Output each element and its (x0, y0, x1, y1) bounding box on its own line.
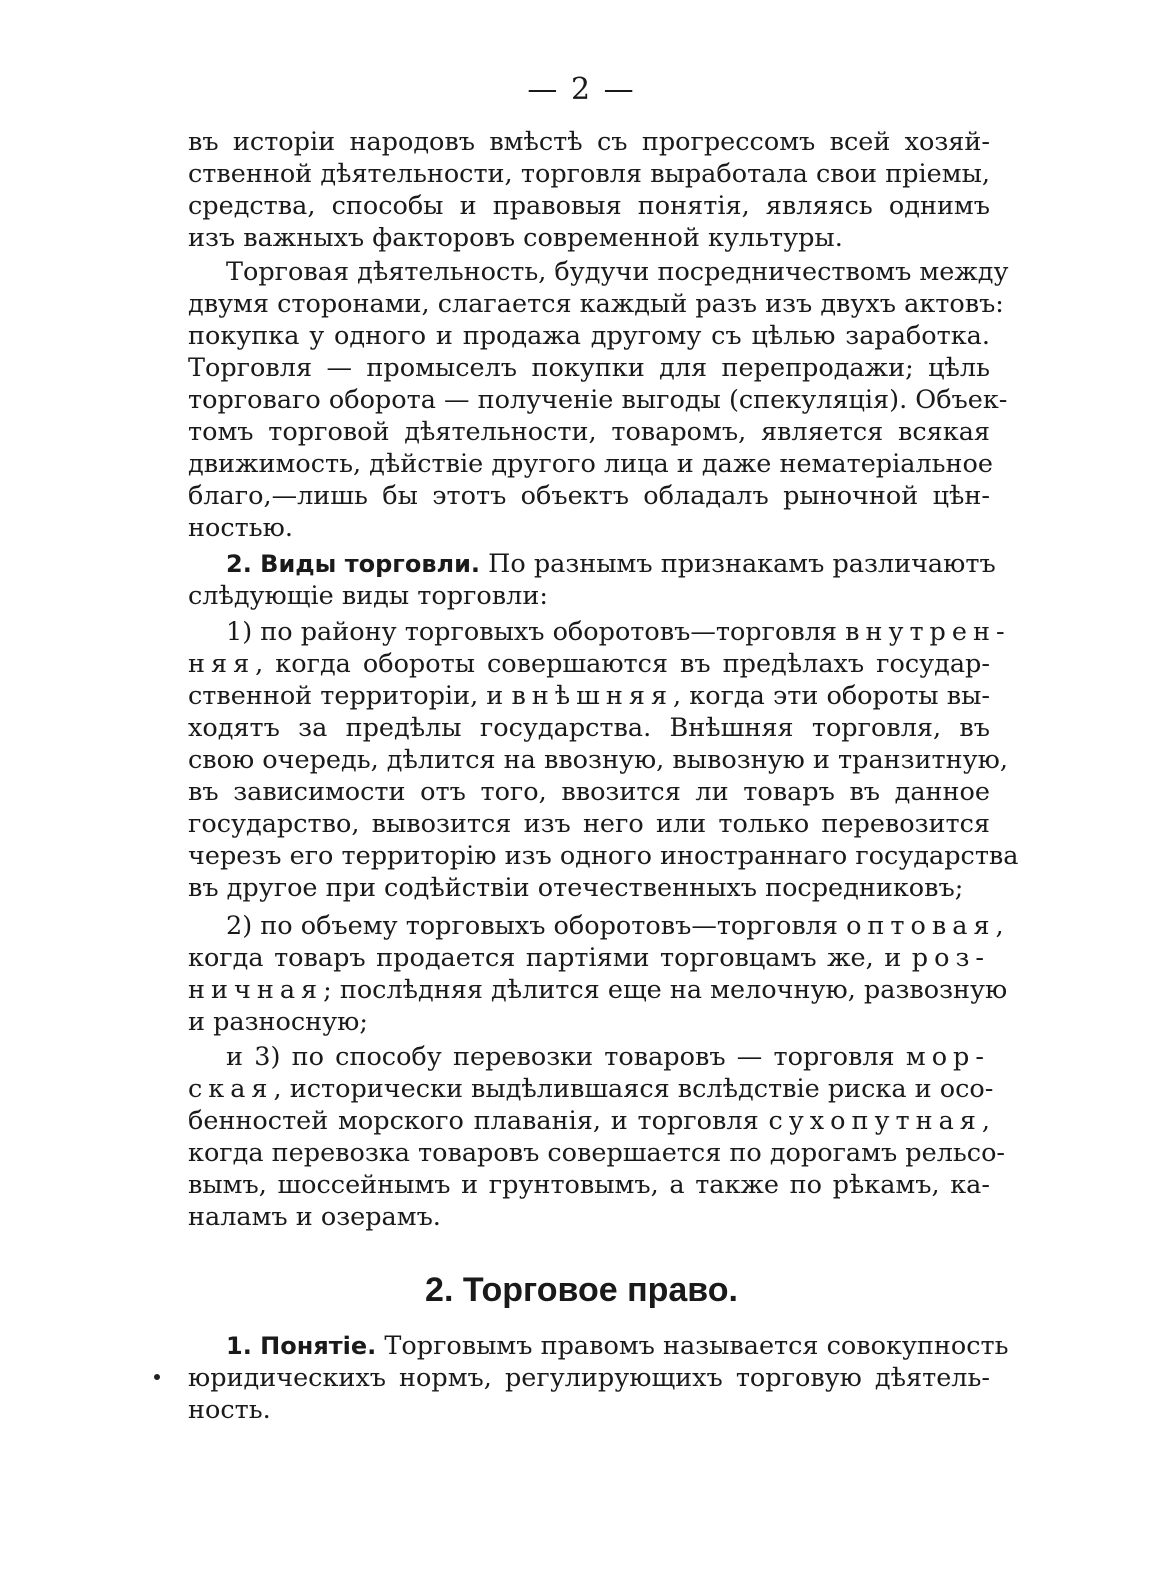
list-item-1 (188, 616, 1019, 904)
text-line: и разносную; (188, 1007, 368, 1037)
text-line (188, 1041, 990, 1073)
text-line: Торговля — промыселъ покупки для перепродажи; цѣль (188, 353, 990, 383)
text-span: когда товаръ продается партіями торговцамъ же, и (188, 943, 912, 973)
text-line: движимость, дѣйствіе другого лица и даже нематеріальное (188, 449, 993, 479)
text-line: свою очередь, дѣлится на ввозную, вывозную и транзитную, (188, 745, 1008, 775)
text-line: когда перевозка товаровъ совершается по дорогамъ рельсо- (188, 1138, 1006, 1168)
text-span: 2) по объему торговыхъ оборотовъ—торговля (226, 911, 847, 941)
text-span: бенностей морского плаванія, и торговля (188, 1106, 769, 1136)
section-title: 1. Понятіе. (226, 1332, 377, 1360)
section-concept (188, 1330, 1009, 1426)
spaced-term: оптовая (846, 911, 996, 941)
text-span: По разнымъ признакамъ различаютъ (480, 549, 996, 579)
text-span: ; послѣдняя дѣлится еще на мелочную, развозную (323, 975, 1008, 1005)
text-line (188, 1330, 1009, 1362)
text-line: юридическихъ нормъ, регулирующихъ торговую дѣятель- (188, 1363, 990, 1393)
text-line (188, 548, 996, 580)
text-span: , (981, 1106, 990, 1136)
text-line (188, 680, 990, 712)
text-line: ностью. (188, 513, 293, 543)
text-line: изъ важныхъ факторовъ современной культуры. (188, 223, 843, 253)
text-span: 1) по району торговыхъ оборотовъ—торговля (226, 617, 846, 647)
text-line (188, 616, 1011, 648)
spaced-term: внѣшняя (511, 681, 674, 711)
text-span: и 3) по способу перевозки товаровъ — торговля (226, 1042, 906, 1072)
text-line: государство, вывозится изъ него или только перевозится (188, 809, 990, 839)
section-kinds-of-trade (188, 548, 996, 612)
text-span: , когда обороты совершаются въ предѣлахъ государ- (255, 649, 990, 679)
text-line (188, 648, 990, 680)
text-line: ственной дѣятельности, торговля выработала свои пріемы, (188, 159, 990, 189)
text-span: , исторически выдѣлившаяся вслѣдствіе риска и осо- (273, 1074, 994, 1104)
page-number: — 2 — (527, 72, 636, 107)
chapter-heading: 2. Торговое право. (425, 1271, 738, 1309)
text-line: ность. (188, 1395, 271, 1425)
text-line: томъ торговой дѣятельности, товаромъ, является всякая (188, 417, 990, 447)
text-line: слѣдующіе виды торговли: (188, 581, 548, 611)
text-line: наламъ и озерамъ. (188, 1202, 441, 1232)
text-span: , когда эти обороты вы- (673, 681, 990, 711)
section-title: 2. Виды торговли. (226, 550, 481, 578)
text-line: покупка у одного и продажа другому съ цѣлью заработка. (188, 321, 990, 351)
spaced-term: сухопутная (768, 1106, 982, 1136)
paragraph-continuation (188, 126, 990, 254)
text-line: Торговая дѣятельность, будучи посредничествомъ между (226, 257, 1009, 287)
spaced-term: ская (188, 1074, 274, 1104)
spaced-term: няя (188, 649, 256, 679)
text-line: въ исторіи народовъ вмѣстѣ съ прогрессомъ всей хозяй- (188, 127, 990, 157)
text-line (188, 1073, 994, 1105)
text-line: средства, способы и правовыя понятія, являясь однимъ (188, 191, 990, 221)
text-line (188, 974, 1008, 1006)
paragraph-trade-activity (188, 256, 1009, 544)
text-line: въ зависимости отъ того, ввозится ли товаръ въ данное (188, 777, 990, 807)
text-span: Торговымъ правомъ называется совокупность (376, 1331, 1009, 1361)
list-item-2 (188, 910, 1008, 1038)
bullet-mark (154, 1374, 160, 1380)
text-line: въ другое при содѣйствіи отечественныхъ посредниковъ; (188, 873, 964, 903)
text-line: вымъ, шоссейнымъ и грунтовымъ, а также по рѣкамъ, ка- (188, 1170, 990, 1200)
text-line: двумя сторонами, слагается каждый разъ изъ двухъ актовъ: (188, 289, 1004, 319)
text-line: благо,—лишь бы этотъ объектъ обладалъ рыночной цѣн- (188, 481, 990, 511)
list-item-3 (188, 1041, 1006, 1233)
spaced-term: мор- (905, 1042, 990, 1072)
text-span: ственной территоріи, и (188, 681, 512, 711)
text-line: торговаго оборота — полученіе выгоды (спекуляція). Объек- (188, 385, 1008, 415)
spaced-term: роз- (911, 943, 990, 973)
text-line: черезъ его территорію изъ одного иностраннаго государства (188, 841, 1019, 871)
spaced-term: ничная (188, 975, 324, 1005)
text-line (188, 942, 990, 974)
text-span: , (995, 911, 1004, 941)
text-line (188, 1105, 990, 1137)
spaced-term: внутрен- (845, 617, 1011, 647)
text-line: ходятъ за предѣлы государства. Внѣшняя торговля, въ (188, 713, 990, 743)
text-line (188, 910, 1004, 942)
